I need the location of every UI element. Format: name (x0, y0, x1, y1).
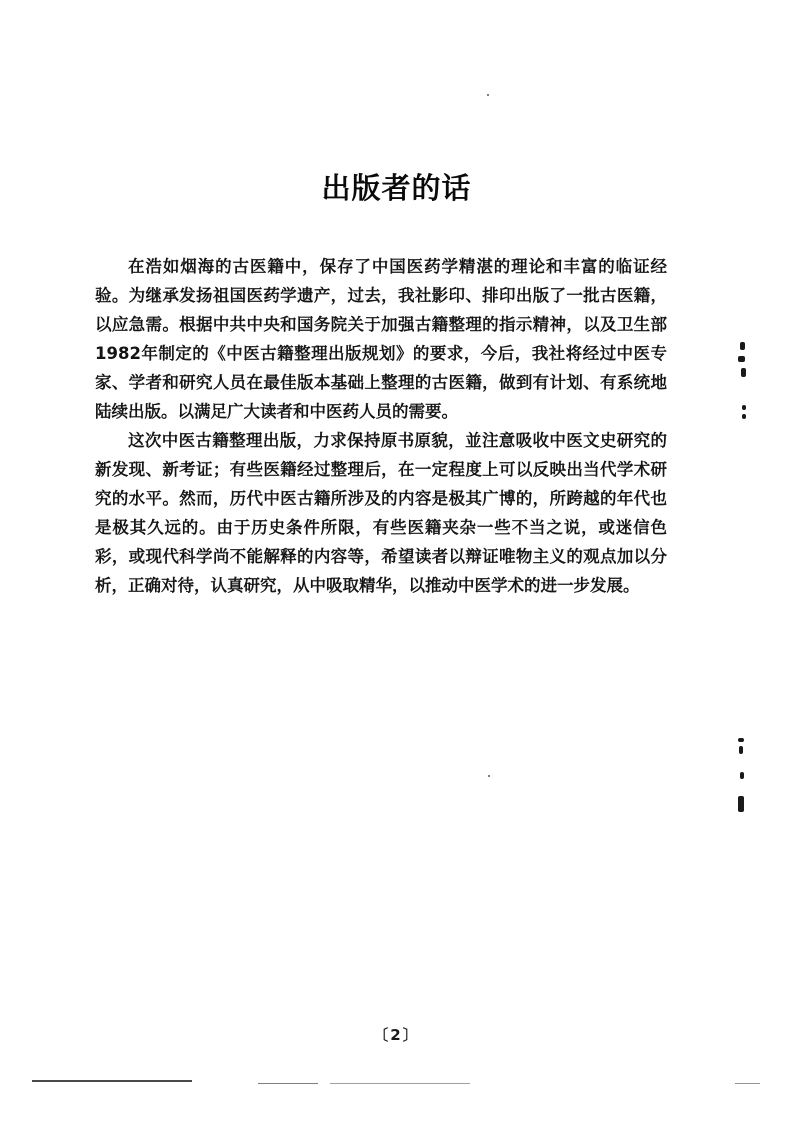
margin-mark (740, 342, 745, 350)
scan-edge-line (735, 1083, 760, 1084)
scan-dot (487, 94, 489, 96)
margin-mark (738, 738, 744, 742)
scan-edge-line (32, 1080, 192, 1082)
margin-mark (739, 746, 743, 754)
scan-edge-line (330, 1083, 470, 1084)
paragraph-2: 这次中医古籍整理出版，力求保持原书原貌，並注意吸收中医文史研究的新发现、新考证；有些医籍经过整理后，在一定程度上可以反映出当代学术研究的水平。然而，历代中医古籍所涉及的内容是极其广博的，所跨越的年代也是极其久远的。由于历史条件所限，有些医籍夹杂一些不当之说，或迷信色彩，或现代科学尚不能解释的内容等，希望读者以辩证唯物主义的观点加以分析，正确对待，认真研究，从中吸取精华，以推动中医学术的进一步发展。 (95, 431, 667, 595)
page-number: 〔2〕 (373, 1026, 420, 1044)
scan-dot (488, 775, 490, 777)
margin-mark (738, 356, 745, 362)
margin-mark (740, 772, 744, 779)
margin-mark (741, 368, 746, 377)
body-text (95, 252, 667, 600)
scan-edge-line (258, 1083, 318, 1084)
margin-mark (738, 796, 744, 812)
paragraph-1: 在浩如烟海的古医籍中，保存了中国医药学精湛的理论和丰富的临证经验。为继承发扬祖国医药学遗产，过去，我社影印、排印出版了一批古医籍，以应急需。根据中共中央和国务院关于加强古籍整理的指示精神，以及卫生部1982年制定的《中医古籍整理出版规划》的要求，今后，我社将经过中医专家、学者和研究人员在最佳版本基础上整理的古医籍，做到有计划、有系统地陆续出版。以满足广大读者和中医药人员的需要。 (95, 257, 667, 421)
page-title: 出版者的话 (321, 171, 472, 205)
margin-mark (742, 414, 746, 419)
margin-mark (742, 405, 746, 410)
